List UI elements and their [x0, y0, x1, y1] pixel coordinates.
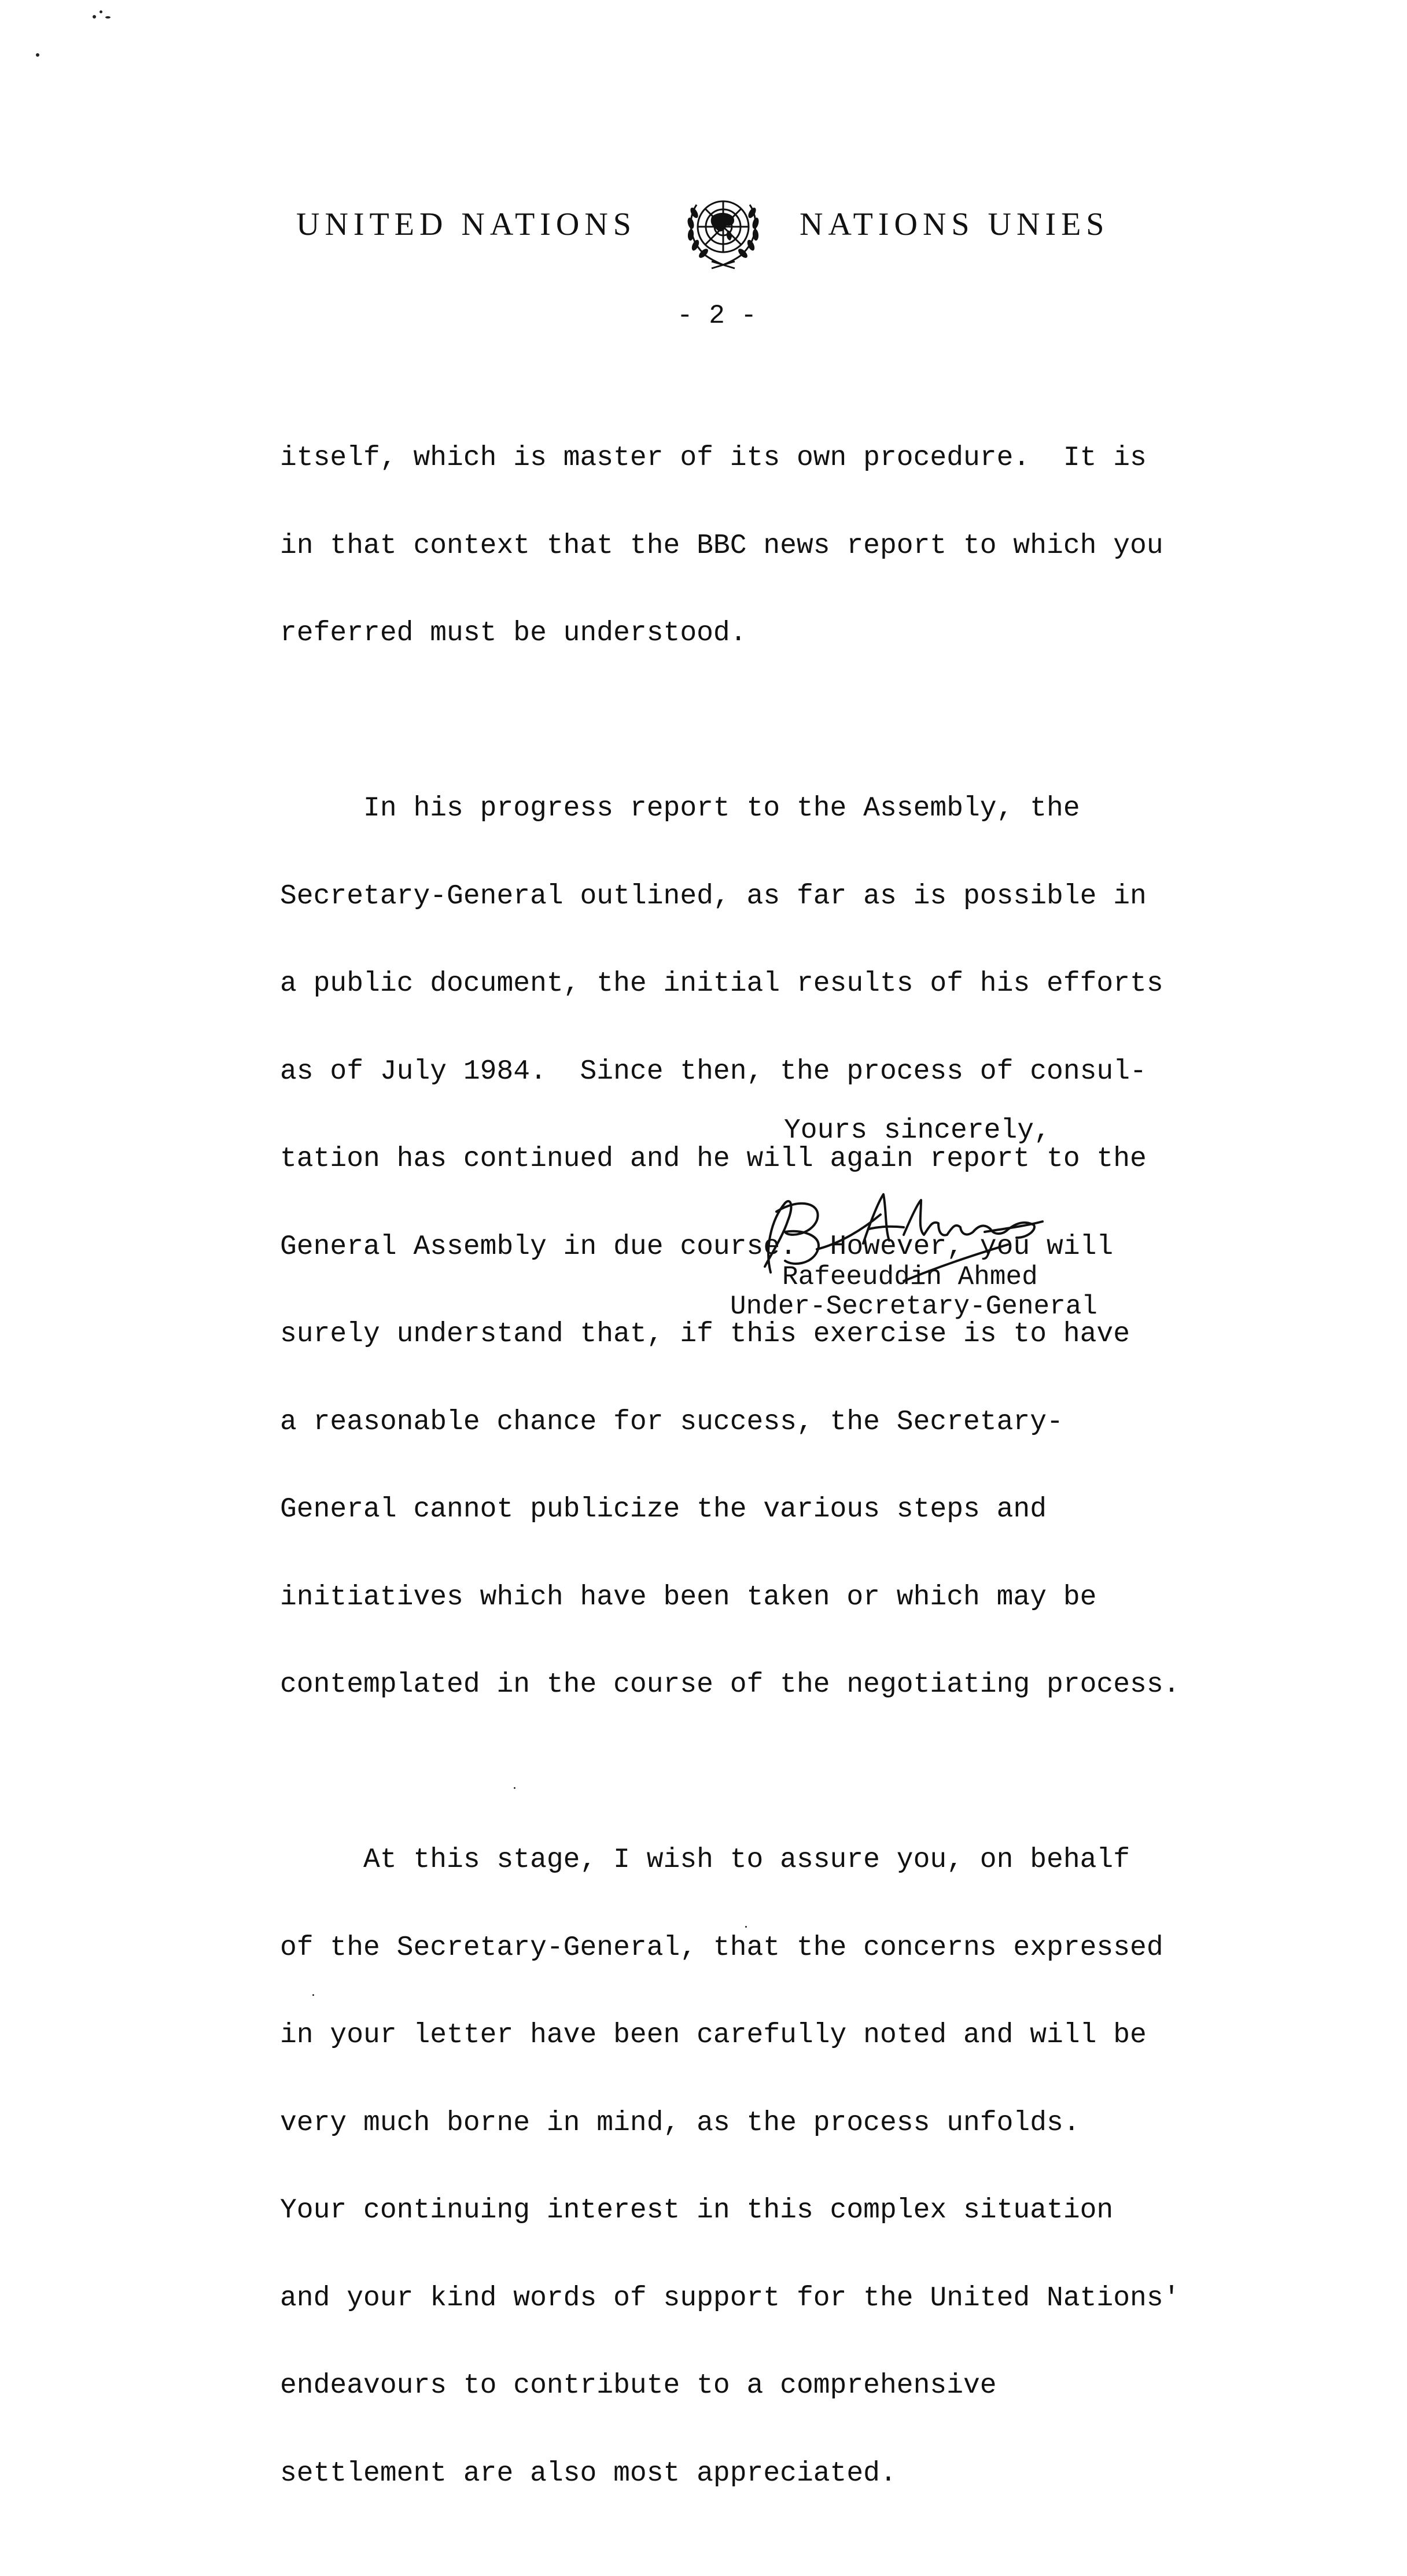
signature-block	[730, 1180, 1170, 1330]
letterhead-english: UNITED NATIONS	[296, 206, 636, 242]
text-line: in that context that the BBC news report to which you	[280, 530, 1163, 562]
scan-speck	[514, 1787, 515, 1789]
text-line: in your letter have been carefully noted and will be	[280, 2020, 1147, 2051]
scan-speck	[105, 16, 111, 19]
text-line: itself, which is master of its own procedure. It is	[280, 442, 1147, 474]
text-line: as of July 1984. Since then, the process of consul-	[280, 1056, 1147, 1087]
text-line: a public document, the initial results of his efforts	[280, 968, 1163, 999]
letter-body	[280, 385, 1264, 2576]
text-line: initiatives which have been taken or which may be	[280, 1581, 1097, 1613]
text-line: of the Secretary-General, that the concerns expressed	[280, 1932, 1163, 1964]
paragraph	[280, 1787, 1264, 2547]
text-line: very much borne in mind, as the process unfolds.	[280, 2107, 1080, 2139]
text-line: and your kind words of support for the United Nations'	[280, 2282, 1180, 2314]
signatory-name: Rafeeuddin Ahmed	[782, 1262, 1038, 1292]
scan-speck	[745, 1926, 747, 1928]
text-line: Secretary-General outlined, as far as is possible in	[280, 880, 1147, 912]
text-line: referred must be understood.	[280, 618, 747, 649]
text-line: contemplated in the course of the negotiating process.	[280, 1669, 1180, 1700]
text-line: Your continuing interest in this complex situation	[280, 2195, 1114, 2226]
signatory-title: Under-Secretary-General	[730, 1291, 1097, 1322]
letterhead-french: NATIONS UNIES	[800, 206, 1110, 242]
un-emblem-icon	[671, 191, 775, 278]
text-line: tation has continued and he will again report to the	[280, 1143, 1147, 1175]
text-line: In his progress report to the Assembly, the	[280, 793, 1080, 824]
text-line: endeavours to contribute to a comprehensive	[280, 2370, 997, 2401]
scan-speck	[36, 53, 39, 57]
text-line: surely understand that, if this exercise is to have	[280, 1319, 1130, 1350]
text-line: General Assembly in due course. However, you will	[280, 1231, 1114, 1263]
letterhead	[0, 191, 1407, 278]
closing-salutation: Yours sincerely,	[784, 1115, 1051, 1146]
scan-speck	[312, 1994, 314, 1996]
text-line: settlement are also most appreciated.	[280, 2457, 897, 2489]
scan-speck	[100, 10, 102, 13]
text-line: General cannot publicize the various steps and	[280, 1494, 1047, 1525]
paragraph	[280, 385, 1264, 707]
page-number: - 2 -	[677, 301, 757, 331]
scan-speck	[93, 15, 96, 19]
text-line: a reasonable chance for success, the Secretary-	[280, 1406, 1063, 1438]
text-line: At this stage, I wish to assure you, on behalf	[280, 1844, 1130, 1876]
